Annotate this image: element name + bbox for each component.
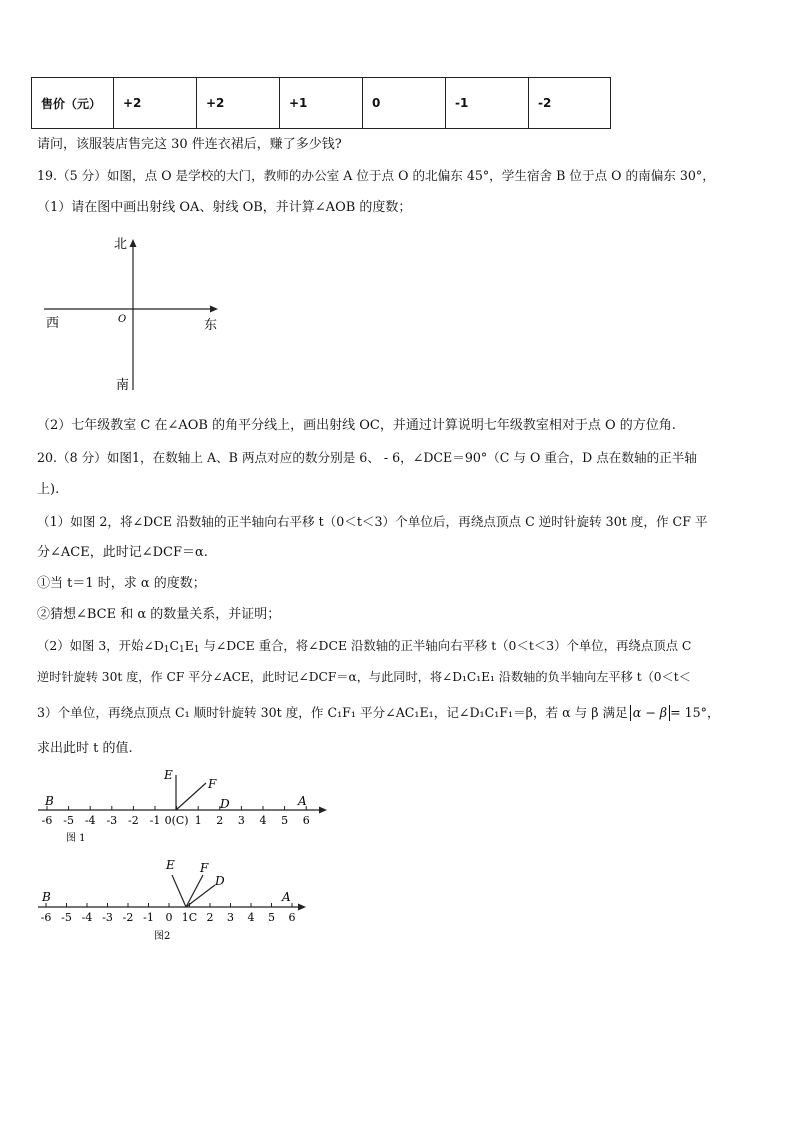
- ray-cd: [186, 885, 215, 907]
- west-label: 西: [46, 316, 60, 331]
- tick-label: 4: [259, 814, 267, 827]
- tick-label: -1: [143, 911, 154, 924]
- origin-label: O: [118, 314, 127, 325]
- tick-label: 5: [281, 814, 289, 827]
- ray-cf: [176, 783, 206, 810]
- tick-label: 2: [206, 911, 214, 924]
- tick-label: -4: [84, 814, 96, 827]
- q19-part2: （2）七年级教室 C 在∠AOB 的角平分线上，画出射线 OC，并通过计算说明七年级教室相对于点 O 的方位角.: [37, 418, 676, 433]
- table-row: [32, 78, 611, 129]
- tick-label: -5: [63, 814, 74, 827]
- label-a: A: [282, 890, 291, 904]
- q20-part2-c: 3）个单位，再绕点顶点 C₁ 顺时针旋转 30t 度，作 C₁F₁ 平分∠AC₁E₁，记∠D₁C₁F₁＝β，若 α 与 β 满足 α − β = 15°，: [37, 705, 720, 720]
- tick-label: 3: [237, 814, 245, 827]
- q20-intro-1: 20.（8 分）如图1，在数轴上 A、B 两点对应的数分别是 6、 - 6，∠DCE＝90°（C 与 O 重合，D 点在数轴的正半轴: [37, 450, 697, 465]
- east-arrow-icon: [210, 306, 218, 313]
- table-cell: -1: [446, 78, 529, 129]
- tick-label: 6: [288, 911, 296, 924]
- tick-label: -6: [40, 911, 52, 924]
- tick-label: -3: [106, 814, 118, 827]
- tick-label: -4: [81, 911, 93, 924]
- figure-caption: 图 1: [66, 833, 86, 844]
- ray-cf: [186, 875, 203, 907]
- label-e: E: [166, 858, 175, 872]
- tick-label: -1: [149, 814, 161, 827]
- tick-label: 0: [165, 911, 173, 924]
- tick-label: -5: [61, 911, 72, 924]
- table-cell: -2: [529, 78, 611, 129]
- table-cell: +2: [197, 78, 280, 129]
- ray-ce: [172, 875, 186, 907]
- north-arrow-icon: [130, 239, 137, 247]
- tick-label: -3: [102, 911, 113, 924]
- label-e: E: [164, 768, 173, 782]
- north-label: 北: [114, 237, 128, 252]
- abs-expression: α − β: [630, 705, 670, 721]
- q20-part1-q2: ②猜想∠BCE 和 α 的数量关系，并证明；: [37, 607, 281, 622]
- tick-label: 3: [227, 911, 234, 924]
- tick-label: -2: [122, 911, 134, 924]
- q18-question: 请问，该服装店售完这 30 件连衣裙后，赚了多少钱?: [37, 137, 342, 152]
- east-label: 东: [204, 318, 218, 333]
- price-table: [31, 77, 611, 129]
- tick-label: 1C: [181, 911, 198, 924]
- figure-caption: 图2: [154, 931, 171, 942]
- q20-part1-a: （1）如图 2，将∠DCE 沿数轴的正半轴向右平移 t（0＜t＜3）个单位后，再绕点顶点 C 逆时针旋转 30t 度，作 CF 平: [37, 514, 708, 529]
- q20-part2-a: （2）如图 3，开始$\angle D_1C_1E_1$ 与∠DCE 重合，将∠DCE 沿数轴的正半轴向右平移 t（0＜t＜3）个单位，再绕点顶点 C: [37, 638, 692, 655]
- q19-intro: 19.（5 分）如图，点 O 是学校的大门，教师的办公室 A 位于点 O 的北偏东 45°，学生宿舍 B 位于点 O 的南偏东 30°，: [37, 168, 715, 183]
- tick-label: 1: [194, 814, 202, 827]
- table-cell: 0: [363, 78, 446, 129]
- south-label: 南: [116, 378, 130, 393]
- arrow-icon: [319, 807, 327, 814]
- row-label: 售价（元）: [32, 78, 114, 129]
- label-d: D: [220, 797, 230, 811]
- q19-part1: （1）请在图中画出射线 OA、射线 OB，并计算∠AOB 的度数；: [37, 200, 412, 215]
- label-f: F: [200, 861, 209, 875]
- figure-1: [30, 765, 340, 850]
- label-b: B: [42, 890, 51, 904]
- q20-part2-b: 逆时针旋转 30t 度，作 CF 平分∠ACE，此时记∠DCF＝α，与此同时，将∠D₁C₁E₁ 沿数轴的负半轴向左平移 t（0＜t＜: [37, 670, 691, 684]
- tick-label: 6: [302, 814, 310, 827]
- compass-figure: [40, 232, 240, 397]
- q20-part1-q1: ①当 t＝1 时，求 α 的度数；: [37, 576, 206, 591]
- q20-intro-2: 上).: [37, 482, 60, 497]
- tick-label: -2: [128, 814, 139, 827]
- arrow-icon: [298, 904, 306, 911]
- table-cell: +1: [280, 78, 363, 129]
- label-f: F: [208, 777, 217, 791]
- tick-label: 5: [268, 911, 275, 924]
- tick-label: 4: [247, 911, 255, 924]
- figure-2: [30, 855, 330, 945]
- table-cell: +2: [114, 78, 197, 129]
- q20-part2-d: 求出此时 t 的值.: [37, 741, 133, 756]
- q20-part1-b: 分∠ACE，此时记∠DCF＝α.: [37, 545, 208, 560]
- tick-label: -6: [41, 814, 53, 827]
- label-b: B: [45, 794, 54, 808]
- tick-label: 0(C): [164, 814, 189, 827]
- label-a: A: [298, 794, 307, 808]
- tick-label: 2: [216, 814, 224, 827]
- label-d: D: [215, 874, 225, 888]
